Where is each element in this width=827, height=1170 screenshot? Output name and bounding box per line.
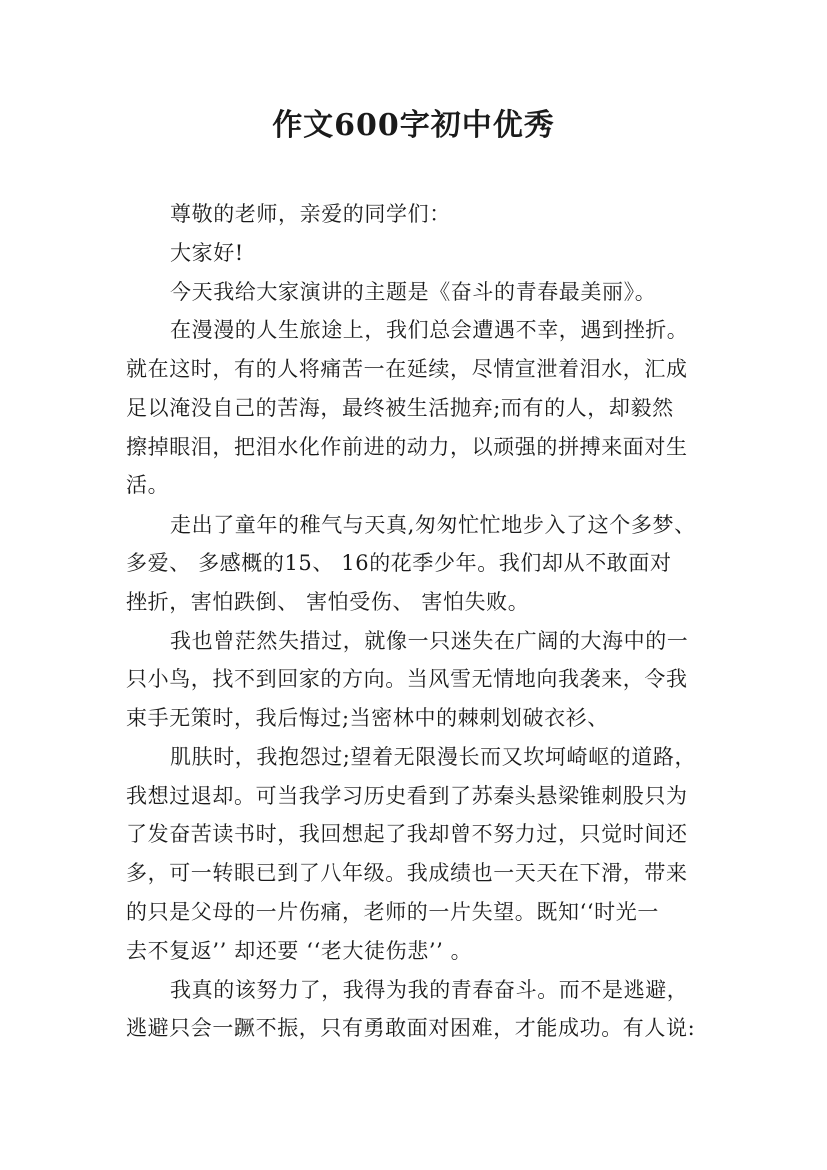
text-line: 走出了童年的稚气与天真,匆匆忙忙地步入了这个多梦、 (170, 513, 696, 537)
text-line: 足以淹没自己的苦海，最终被生活抛弃;而有的人，却毅然 (126, 396, 674, 420)
text-line: 多，可一转眼已到了八年级。我成绩也一天天在下滑，带来 (126, 861, 688, 885)
text-line: 的只是父母的一片伤痛，老师的一片失望。既知‘‘时光一 (126, 900, 659, 924)
text-line: 擦掉眼泪，把泪水化作前进的动力，以顽强的拼搏来面对生 (126, 435, 688, 459)
text-line: 尊敬的老师，亲爱的同学们： (170, 202, 451, 226)
text-line: 活。 (126, 473, 170, 497)
text-line: 我也曾茫然失措过，就像一只迷失在广阔的大海中的一 (170, 629, 689, 653)
text-line: 今天我给大家演讲的主题是《奋斗的青春最美丽》。 (170, 280, 657, 304)
text-line: 就在这时，有的人将痛苦一在延续，尽情宣泄着泪水，汇成 (126, 357, 688, 381)
text-line: 我想过退却。可当我学习历史看到了苏秦头悬梁锥刺股只为 (126, 784, 688, 808)
text-line: 了发奋苦读书时，我回想起了我却曾不努力过，只觉时间还 (126, 822, 688, 846)
text-line: 肌肤时，我抱怨过;望着无限漫长而又坎坷崎岖的道路， (170, 745, 697, 769)
text-line: 逃避只会一蹶不振，只有勇敢面对困难，才能成功。有人说: (126, 1016, 696, 1040)
document-title: 作文600字初中优秀 (272, 108, 555, 143)
text-line: 多爱、 多感概的15、 16的花季少年。我们却从不敢面对 (126, 551, 672, 575)
text-line: 大家好! (170, 241, 244, 265)
text-line: 只小鸟，找不到回家的方向。当风雪无情地向我袭来，令我 (126, 667, 688, 691)
text-line: 挫折，害怕跌倒、 害怕受伤、 害怕失败。 (126, 590, 530, 614)
text-line: 去不复返’’ 却还要 ‘‘老大徒伤悲’’ 。 (126, 939, 473, 963)
text-line: 我真的该努力了，我得为我的青春奋斗。而不是逃避， (170, 978, 689, 1002)
text-line: 束手无策时，我后悔过;当密林中的棘刺划破衣衫、 (126, 706, 609, 730)
text-line: 在漫漫的人生旅途上，我们总会遭遇不幸，遇到挫折。 (170, 318, 689, 342)
